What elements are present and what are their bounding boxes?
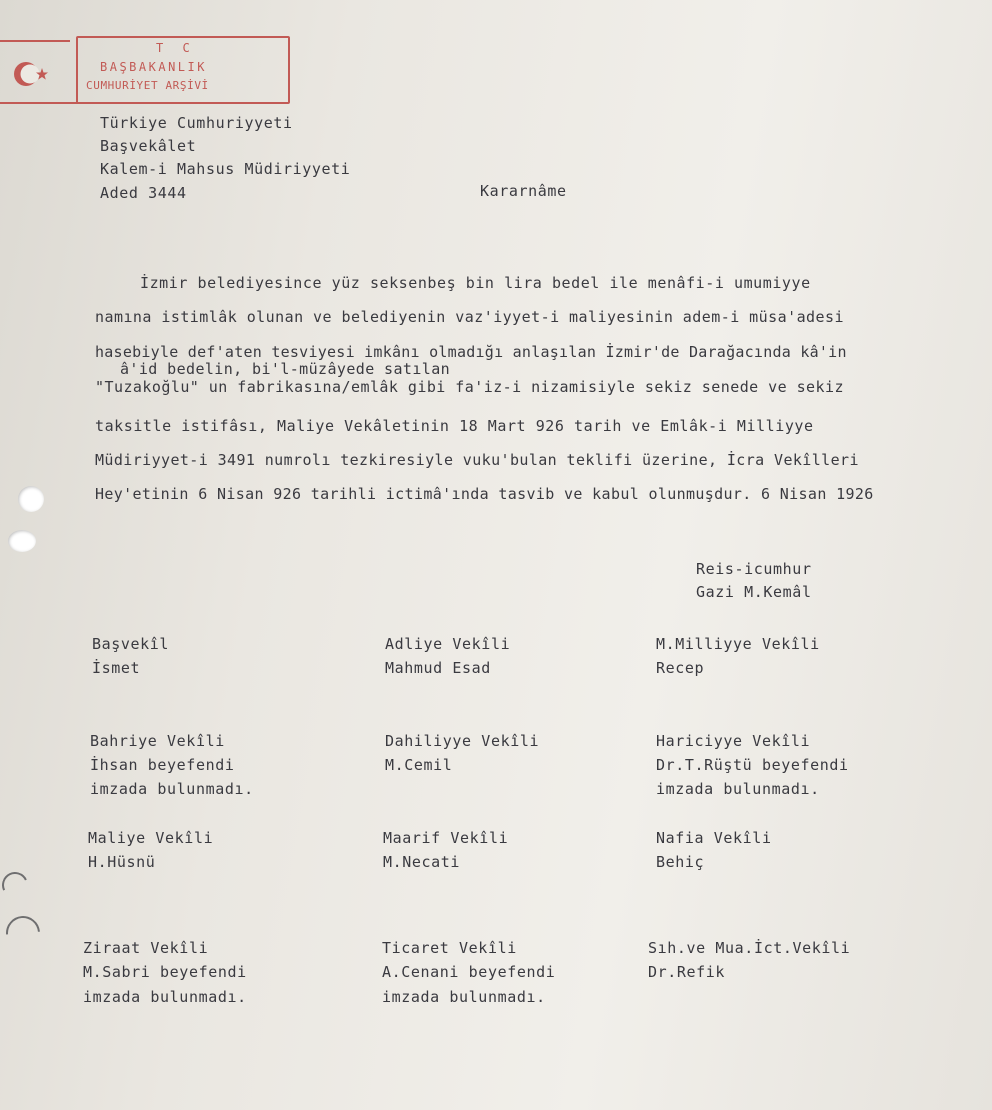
body-line-2: namına istimlâk olunan ve belediyenin vaz'iyyet-i maliyesinin adem-i müsa'adesi [95, 308, 844, 326]
binder-mark [0, 868, 32, 901]
stamp-line-1: T C [156, 41, 196, 55]
header-line-3: Kalem-i Mahsus Müdiriyyeti [100, 160, 351, 178]
signatory-name: H.Hüsnü [88, 853, 156, 871]
signatory-title: Sıh.ve Mua.İct.Vekîli [648, 939, 851, 957]
signatory-name: İhsan beyefendi [90, 756, 235, 774]
crescent-star-icon [8, 58, 52, 90]
signatory-title: Bahriye Vekîli [90, 732, 225, 750]
stamp-rule-top [0, 40, 70, 42]
president-title: Reis-icumhur [696, 560, 812, 578]
signatory-name: M.Cemil [385, 756, 453, 774]
archive-stamp [0, 36, 290, 106]
signatory-note: imzada bulunmadı. [656, 780, 820, 798]
signatory-title: Adliye Vekîli [385, 635, 511, 653]
stamp-box [76, 36, 290, 104]
signatory-name: Mahmud Esad [385, 659, 491, 677]
signatory-title: Ziraat Vekîli [83, 939, 209, 957]
signatory-name: Behiç [656, 853, 705, 871]
signatory-name: Dr.T.Rüştü beyefendi [656, 756, 849, 774]
signatory-name: Recep [656, 659, 705, 677]
body-line-5: taksitle istifâsı, Maliye Vekâletinin 18 Mart 926 tarih ve Emlâk-i Milliyye [95, 417, 814, 435]
signatory-note: imzada bulunmadı. [83, 988, 247, 1006]
body-line-1: İzmir belediyesince yüz seksenbeş bin lira bedel ile menâfi-i umumiyye [140, 274, 811, 292]
signatory-title: Nafia Vekîli [656, 829, 772, 847]
signatory-note: imzada bulunmadı. [382, 988, 546, 1006]
stamp-rule-bottom [0, 102, 78, 104]
signatory-name: M.Necati [383, 853, 461, 871]
signatory-name: M.Sabri beyefendi [83, 963, 247, 981]
signatory-title: Maliye Vekîli [88, 829, 214, 847]
signatory-title: Maarif Vekîli [383, 829, 509, 847]
signatory-title: M.Milliyye Vekîli [656, 635, 820, 653]
punch-hole [18, 486, 44, 512]
signatory-note: imzada bulunmadı. [90, 780, 254, 798]
signatory-name: İsmet [92, 659, 141, 677]
signatory-title: Dahiliyye Vekîli [385, 732, 540, 750]
binder-mark [0, 909, 47, 957]
president-name: Gazi M.Kemâl [696, 583, 812, 601]
body-insertion: â'id bedelin, bi'l-müzâyede satılan [120, 360, 451, 378]
signatory-title: Hariciyye Vekîli [656, 732, 811, 750]
signatory-title: Ticaret Vekîli [382, 939, 517, 957]
punch-hole [8, 530, 36, 552]
stamp-line-2: BAŞBAKANLIK [100, 60, 207, 74]
signatory-name: A.Cenani beyefendi [382, 963, 556, 981]
signatory-title: Başvekîl [92, 635, 170, 653]
header-line-2: Başvekâlet [100, 137, 197, 155]
body-line-6: Müdiriyyet-i 3491 numrolı tezkiresiyle vuku'bulan teklifi üzerine, İcra Vekîlleri [95, 451, 859, 469]
header-line-4: Aded 3444 [100, 184, 187, 202]
document-type: Kararnâme [480, 182, 567, 200]
body-line-4: "Tuzakoğlu" un fabrikasına/emlâk gibi fa'iz-i nizamisiyle sekiz senede ve sekiz [95, 378, 844, 396]
header-line-1: Türkiye Cumhuriyyeti [100, 114, 293, 132]
body-line-7: Hey'etinin 6 Nisan 926 tarihli ictimâ'ında tasvib ve kabul olunmuşdur. 6 Nisan 1926 [95, 485, 874, 503]
body-line-3: hasebiyle def'aten tesviyesi imkânı olmadığı anlaşılan İzmir'de Darağacında kâ'in [95, 343, 847, 361]
stamp-line-3: CUMHURİYET ARŞİVİ [86, 79, 209, 92]
signatory-name: Dr.Refik [648, 963, 726, 981]
